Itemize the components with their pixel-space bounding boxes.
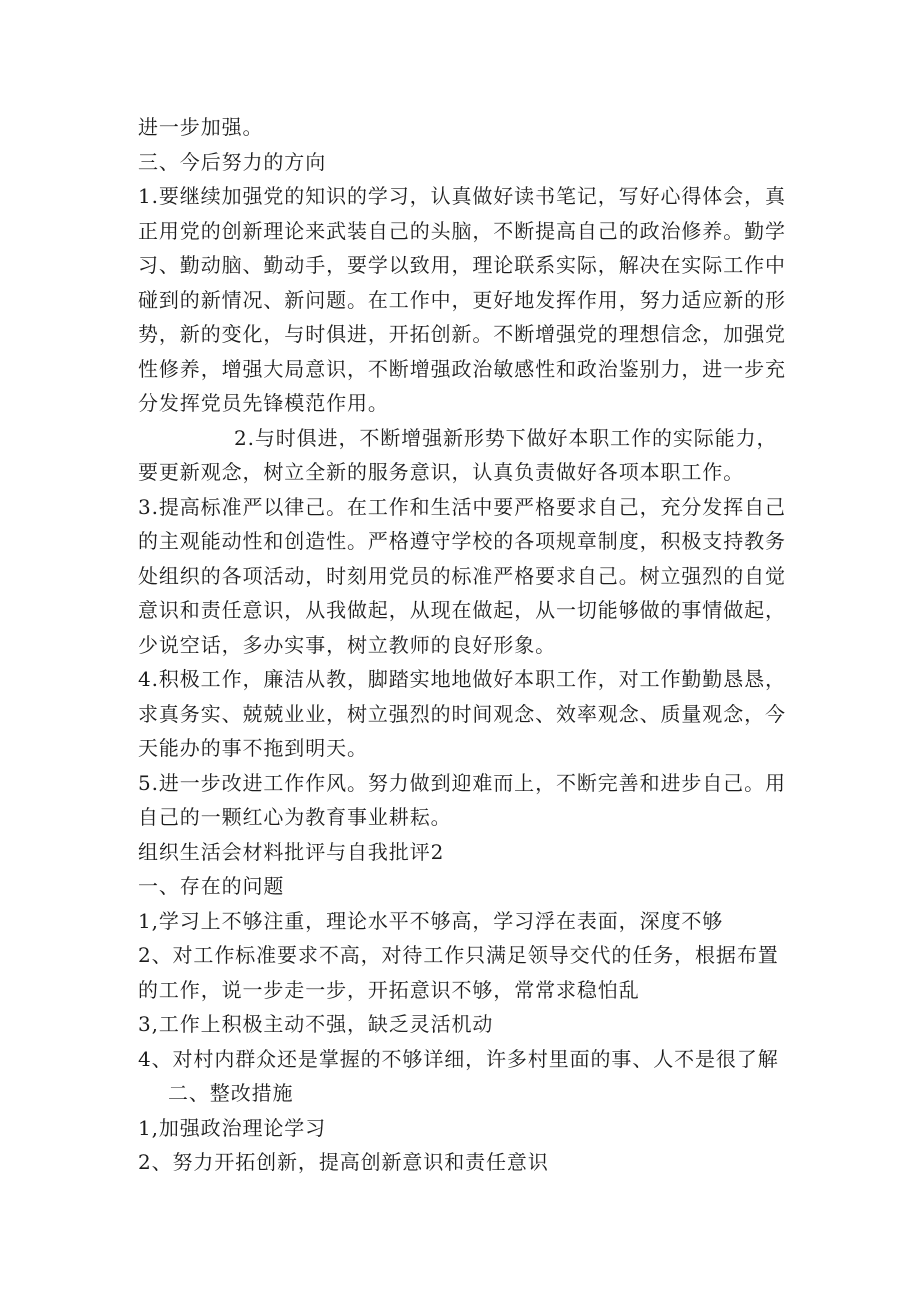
problem-item-1: 1,学习上不够注重，理论水平不够高，学习浮在表面，深度不够 bbox=[138, 908, 724, 933]
paragraph-item-2: 2.与时俱进，不断增强新形势下做好本职工作的实际能力，要更新观念，树立全新的服务意识，认真负责做好各项本职工作。 bbox=[138, 425, 778, 484]
measure-item-2: 2、努力开拓创新，提高创新意识和责任意识 bbox=[138, 1150, 549, 1174]
section-heading-problems: 一、存在的问题 bbox=[138, 874, 285, 898]
measure-item-1: 1,加强政治理论学习 bbox=[138, 1115, 327, 1140]
paragraph-continuation: 进一步加强。 bbox=[138, 115, 264, 139]
paragraph-item-1: 1.要继续加强党的知识的学习，认真做好读书笔记，写好心得体会，真正用党的创新理论来武装自己的头脑，不断提高自己的政治修养。勤学习、勤动脑、勤动手，要学以致用，理论联系实际，解决在实际工作中碰到的新情况、新问题。在工作中，更好地发挥作用，努力适应新的形势，新的变化，与时俱进，开拓创新。不断增强党的理想信念，加强党性修养，增强大局意识，不断增强政治敏感性和政治鉴别力，进一步充分发挥党员先锋模范作用。 bbox=[138, 184, 786, 415]
document-title-2: 组织生活会材料批评与自我批评2 bbox=[138, 839, 445, 864]
paragraph-item-3: 3.提高标准严以律己。在工作和生活中要严格要求自己，充分发挥自己的主观能动性和创造性。严格遵守学校的各项规章制度，积极支持教务处组织的各项活动，时刻用党员的标准严格要求自己。树立强烈的自觉意识和责任意识，从我做起，从现在做起，从一切能够做的事情做起，少说空话，多办实事，树立教师的良好形象。 bbox=[138, 494, 786, 657]
problem-item-3: 3,工作上积极主动不强，缺乏灵活机动 bbox=[138, 1012, 494, 1036]
paragraph-item-4: 4.积极工作，廉洁从教，脚踏实地地做好本职工作，对工作勤勤恳恳，求真务实、兢兢业业，树立强烈的时间观念、效率观念、质量观念，今天能办的事不拖到明天。 bbox=[138, 667, 786, 760]
section-heading-measures: 二、整改措施 bbox=[168, 1081, 294, 1105]
paragraph-item-5: 5.进一步改进工作作风。努力做到迎难而上，不断完善和进步自己。用自己的一颗红心为教育事业耕耘。 bbox=[138, 770, 786, 829]
problem-item-4: 4、对村内群众还是掌握的不够详细，许多村里面的事、人不是很了解 bbox=[138, 1046, 779, 1071]
problem-item-2: 2、对工作标准要求不高，对待工作只满足领导交代的任务，根据布置的工作，说一步走一步，开拓意识不够，常常求稳怕乱 bbox=[138, 943, 779, 1002]
section-heading-future-direction: 三、今后努力的方向 bbox=[138, 149, 327, 174]
document-body bbox=[138, 110, 788, 1180]
